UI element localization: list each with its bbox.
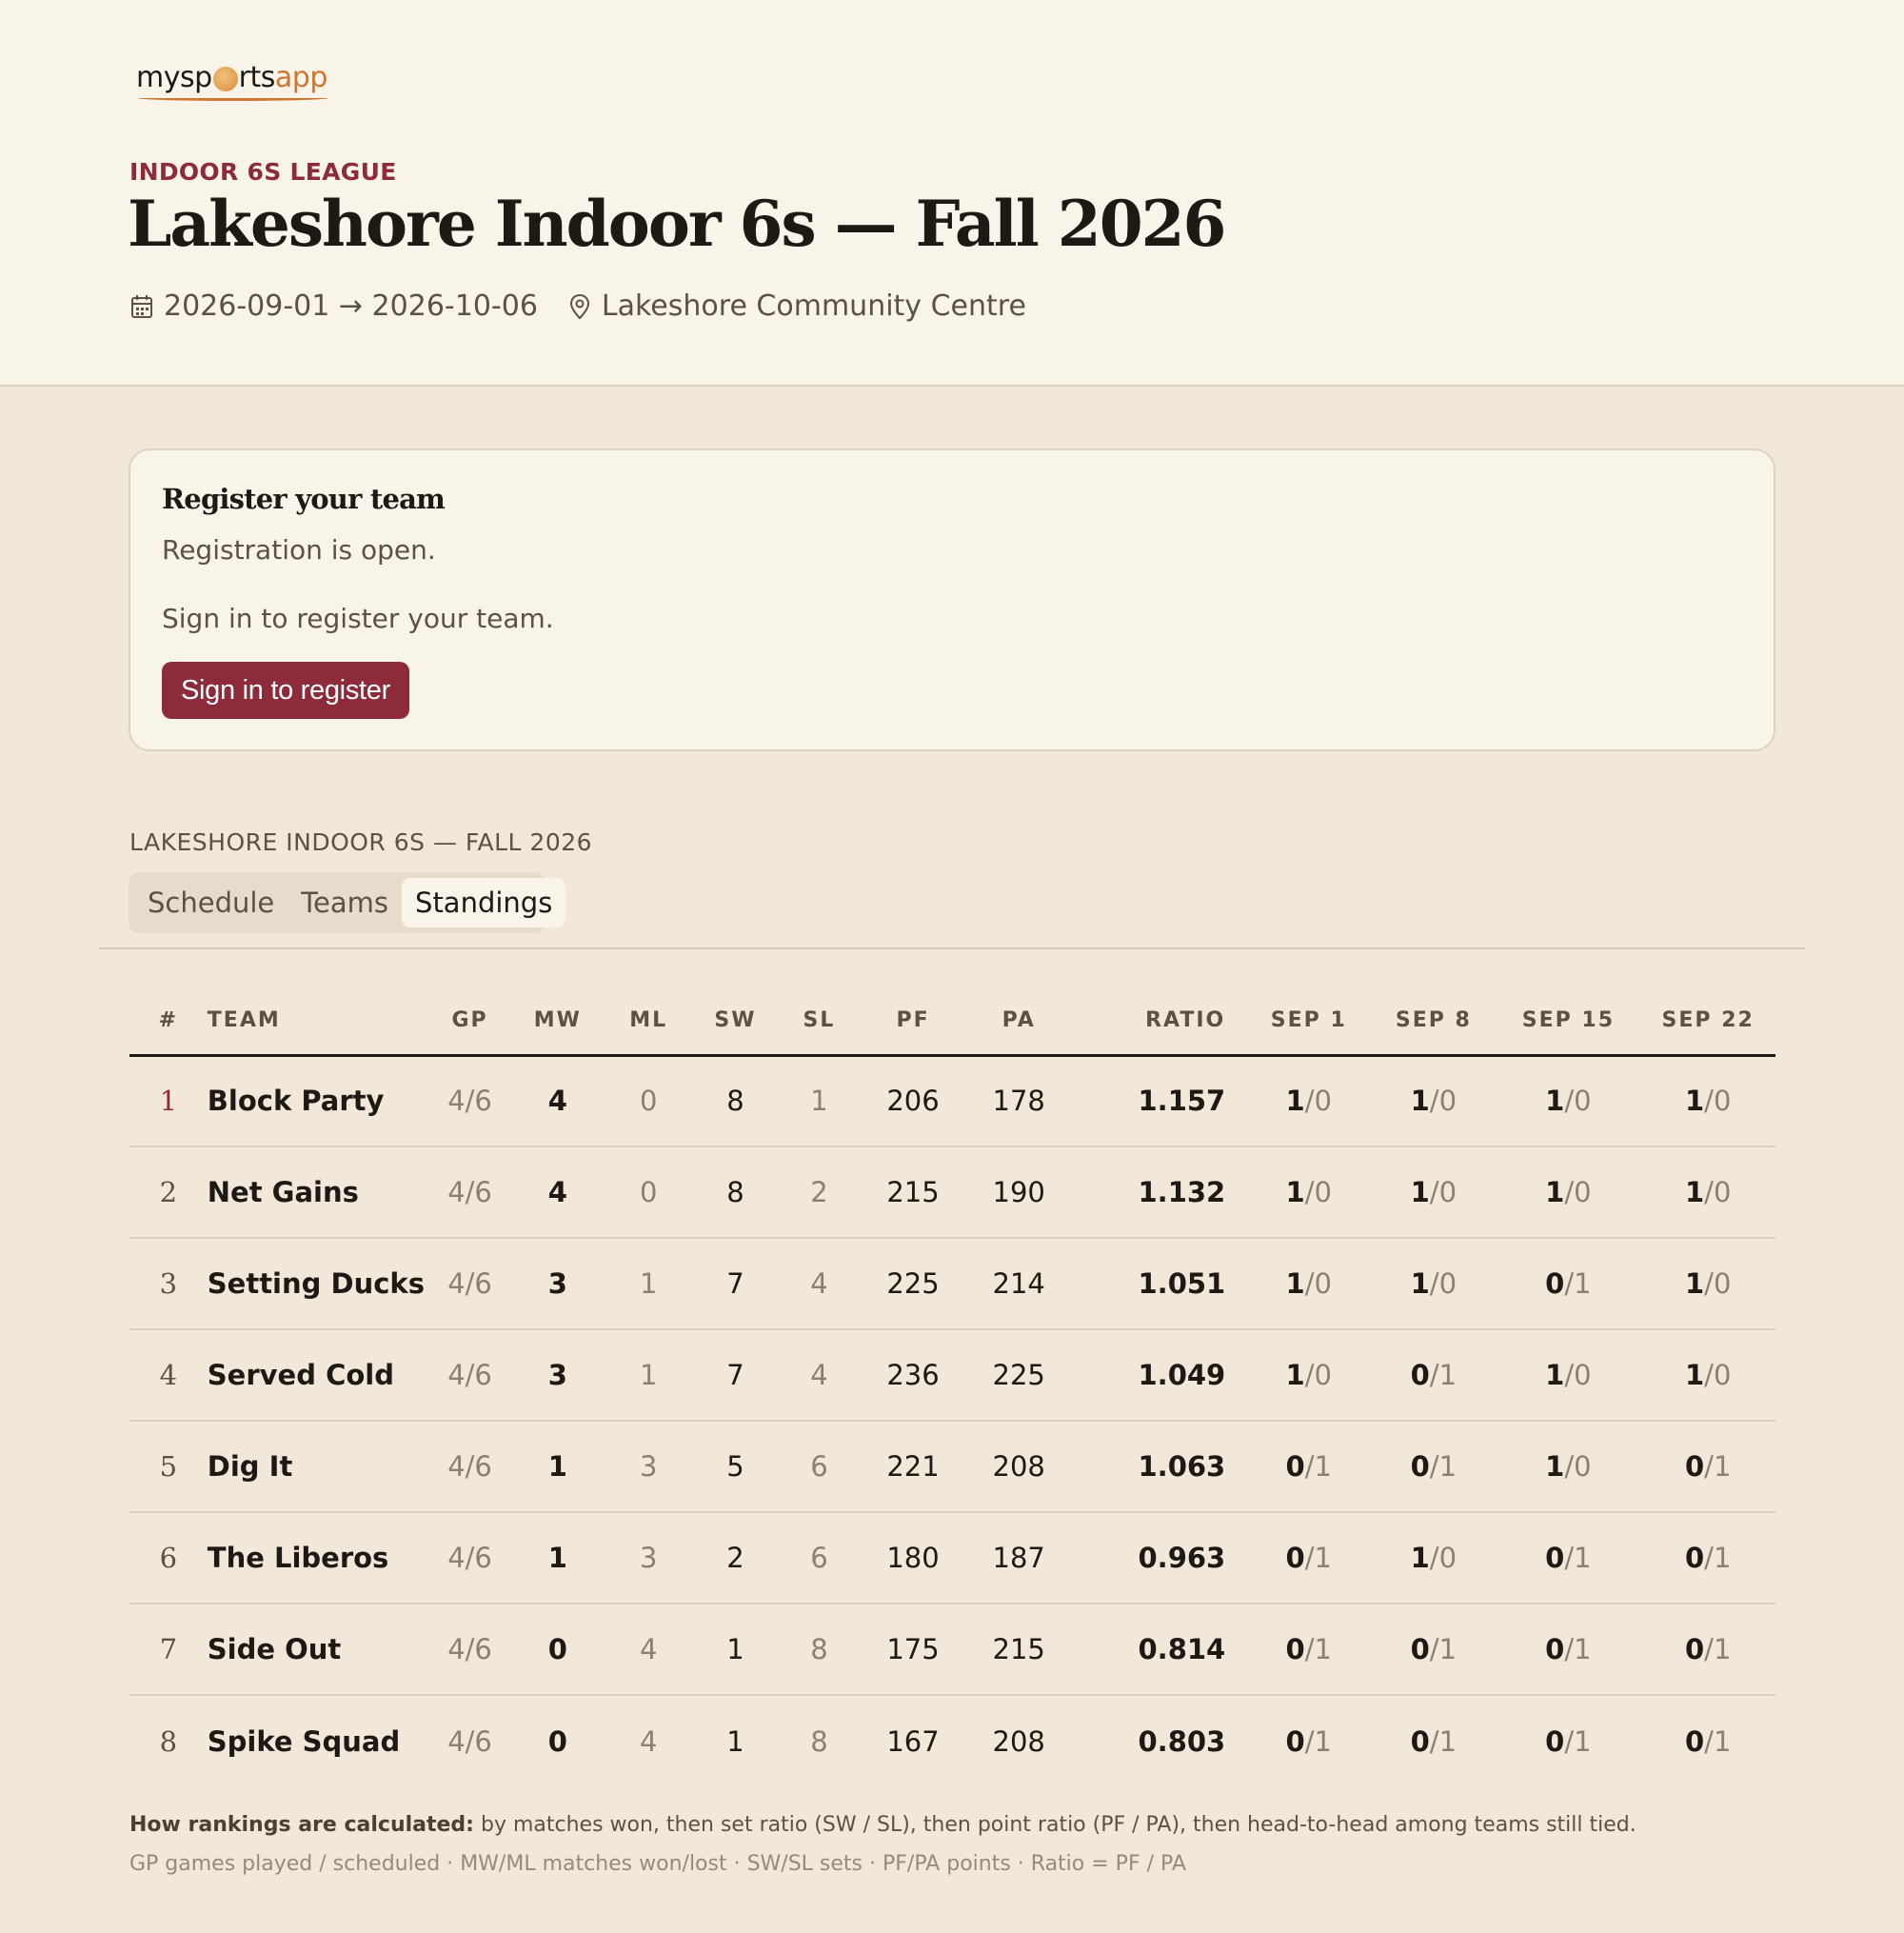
week-result — [1640, 1695, 1775, 1786]
tab-standings[interactable]: Standings — [402, 878, 565, 927]
cell-ratio: 1.051 — [1072, 1238, 1246, 1329]
week-wins: 0 — [1545, 1724, 1565, 1758]
cell-ml: 4 — [639, 1724, 658, 1758]
week-separator: / — [1304, 1633, 1315, 1665]
cell-pa: 178 — [966, 1055, 1072, 1146]
col-week-4: SEP 22 — [1640, 986, 1775, 1055]
cell-pf: 175 — [860, 1604, 965, 1695]
week-losses: 0 — [1314, 1085, 1332, 1118]
week-separator: / — [1564, 1542, 1575, 1574]
week-result — [1371, 1329, 1496, 1421]
col-team: TEAM — [208, 986, 429, 1055]
cell-rank: 3 — [129, 1238, 208, 1329]
week-losses: 1 — [1713, 1450, 1732, 1483]
logo-swoosh — [138, 95, 328, 101]
rankings-rule: by matches won, then set ratio (SW / SL), then point ratio (PF / PA), then head-to-head among teams still tied. — [480, 1813, 1636, 1837]
cell-pf: 180 — [860, 1512, 965, 1604]
week-separator: / — [1564, 1359, 1575, 1391]
week-losses: 1 — [1574, 1724, 1592, 1758]
week-wins: 0 — [1684, 1724, 1705, 1758]
team-name[interactable]: Side Out — [208, 1604, 429, 1695]
cell-pa: 225 — [966, 1329, 1072, 1421]
week-separator: / — [1704, 1724, 1714, 1758]
week-separator: / — [1429, 1176, 1439, 1208]
cell-pf: 206 — [860, 1055, 965, 1146]
week-losses: 0 — [1574, 1450, 1592, 1483]
cell-gp: 4/6 — [429, 1146, 511, 1238]
week-result — [1246, 1695, 1371, 1786]
cell-sw: 7 — [692, 1329, 778, 1421]
cell-sw: 1 — [726, 1724, 744, 1758]
week-wins: 1 — [1285, 1267, 1305, 1300]
tab-teams[interactable]: Teams — [301, 887, 389, 919]
cell-sw: 8 — [692, 1146, 778, 1238]
cell-ml: 0 — [605, 1146, 692, 1238]
league-location: Lakeshore Community Centre — [601, 289, 1026, 323]
week-wins: 1 — [1545, 1085, 1565, 1118]
cell-sw: 5 — [692, 1421, 778, 1512]
cell-ratio: 1.157 — [1072, 1055, 1246, 1146]
week-result — [1640, 1055, 1775, 1146]
week-separator: / — [1304, 1724, 1315, 1758]
week-separator: / — [1429, 1542, 1439, 1574]
week-losses: 1 — [1314, 1633, 1332, 1665]
cell-ratio: 0.803 — [1138, 1724, 1226, 1758]
week-separator: / — [1704, 1542, 1714, 1574]
cell-mw: 4 — [511, 1146, 605, 1238]
week-result — [1371, 1695, 1496, 1786]
cell-pf: 167 — [886, 1724, 940, 1758]
week-separator: / — [1429, 1267, 1439, 1300]
week-wins: 0 — [1545, 1542, 1565, 1574]
rankings-explanation — [129, 1813, 1636, 1837]
standings-table — [129, 986, 1775, 1786]
cell-mw: 1 — [511, 1421, 605, 1512]
col-mw: MW — [511, 986, 605, 1055]
week-wins: 1 — [1684, 1085, 1705, 1118]
cell-gp: 4/6 — [429, 1055, 511, 1146]
week-result — [1371, 1512, 1496, 1604]
league-dates: 2026-09-01 → 2026-10-06 — [164, 289, 538, 323]
week-result — [1371, 1604, 1496, 1695]
cell-pa: 187 — [966, 1512, 1072, 1604]
week-wins: 1 — [1545, 1450, 1565, 1483]
standings-row[interactable] — [129, 1695, 1775, 1786]
week-separator: / — [1704, 1359, 1714, 1391]
week-separator: / — [1564, 1724, 1575, 1758]
week-wins: 1 — [1410, 1176, 1430, 1208]
team-name[interactable]: Setting Ducks — [208, 1238, 429, 1329]
cell-sl: 2 — [779, 1146, 861, 1238]
cell-ml: 1 — [605, 1238, 692, 1329]
cell-gp: 4/6 — [429, 1512, 511, 1604]
week-losses: 0 — [1574, 1359, 1592, 1391]
week-wins: 1 — [1285, 1176, 1305, 1208]
week-separator: / — [1564, 1450, 1575, 1483]
col-ml: ML — [605, 986, 692, 1055]
cell-ml: 3 — [605, 1512, 692, 1604]
standings-header-row — [129, 986, 1775, 1055]
col-week-1: SEP 1 — [1246, 986, 1371, 1055]
week-separator: / — [1704, 1450, 1714, 1483]
cell-pa: 208 — [992, 1724, 1045, 1758]
week-wins: 1 — [1410, 1542, 1430, 1574]
col-ratio: RATIO — [1072, 986, 1246, 1055]
week-separator: / — [1429, 1633, 1439, 1665]
week-losses: 1 — [1314, 1724, 1332, 1758]
standings-row[interactable] — [129, 1329, 1775, 1421]
cell-mw: 3 — [511, 1329, 605, 1421]
week-separator: / — [1704, 1633, 1714, 1665]
cell-sl: 8 — [810, 1724, 828, 1758]
cell-sw: 2 — [692, 1512, 778, 1604]
logo-text-mid: rts — [238, 61, 275, 94]
week-losses: 0 — [1438, 1176, 1458, 1208]
cell-rank: 7 — [129, 1604, 208, 1695]
cell-sl: 6 — [779, 1421, 861, 1512]
week-result — [1640, 1604, 1775, 1695]
rankings-label: How rankings are calculated: — [129, 1813, 474, 1837]
cell-ratio: 1.049 — [1072, 1329, 1246, 1421]
week-losses: 0 — [1713, 1176, 1732, 1208]
cell-sl: 8 — [779, 1604, 861, 1695]
week-separator: / — [1429, 1724, 1439, 1758]
week-wins: 0 — [1410, 1633, 1430, 1665]
week-losses: 1 — [1438, 1450, 1458, 1483]
cell-gp: 4/6 — [429, 1238, 511, 1329]
tab-schedule[interactable]: Schedule — [148, 887, 275, 919]
week-result — [1496, 1421, 1640, 1512]
week-result — [1640, 1146, 1775, 1238]
cell-sw: 7 — [692, 1238, 778, 1329]
col-gp: GP — [429, 986, 511, 1055]
cell-ml: 3 — [605, 1421, 692, 1512]
week-result — [1371, 1421, 1496, 1512]
registration-prompt: Sign in to register your team. — [162, 603, 554, 634]
week-result — [1246, 1421, 1371, 1512]
cell-ml: 1 — [605, 1329, 692, 1421]
week-losses: 0 — [1713, 1359, 1732, 1391]
week-separator: / — [1304, 1359, 1315, 1391]
week-losses: 0 — [1314, 1359, 1332, 1391]
standings-row[interactable] — [129, 1604, 1775, 1695]
standings-row[interactable] — [129, 1512, 1775, 1604]
col-rank: # — [129, 986, 208, 1055]
week-losses: 1 — [1713, 1542, 1732, 1574]
week-losses: 1 — [1314, 1450, 1332, 1483]
cell-mw: 0 — [547, 1724, 567, 1758]
week-wins: 0 — [1410, 1724, 1430, 1758]
cell-sl: 4 — [779, 1329, 861, 1421]
week-losses: 1 — [1438, 1724, 1458, 1758]
week-result — [1496, 1604, 1640, 1695]
week-wins: 1 — [1684, 1267, 1705, 1300]
week-result — [1496, 1146, 1640, 1238]
team-name[interactable]: The Liberos — [208, 1512, 429, 1604]
volleyball-icon — [213, 67, 238, 91]
week-result — [1640, 1238, 1775, 1329]
week-losses: 0 — [1713, 1085, 1732, 1118]
view-tabs — [129, 872, 553, 933]
week-wins: 1 — [1410, 1267, 1430, 1300]
week-losses: 0 — [1438, 1085, 1458, 1118]
column-legend: GP games played / scheduled · MW/ML matches won/lost · SW/SL sets · PF/PA points · Ratio = PF / PA — [129, 1852, 1186, 1876]
cell-rank: 6 — [129, 1512, 208, 1604]
cell-pf: 225 — [860, 1238, 965, 1329]
team-name[interactable]: Served Cold — [208, 1329, 429, 1421]
week-losses: 1 — [1314, 1542, 1332, 1574]
league-type: INDOOR 6S LEAGUE — [129, 158, 397, 186]
league-header — [0, 0, 1904, 387]
week-wins: 0 — [1684, 1542, 1705, 1574]
cell-gp: 4/6 — [429, 1329, 511, 1421]
week-separator: / — [1564, 1633, 1575, 1665]
week-result — [1496, 1512, 1640, 1604]
team-name[interactable]: Net Gains — [208, 1146, 429, 1238]
week-wins: 0 — [1285, 1724, 1305, 1758]
week-result — [1246, 1146, 1371, 1238]
cell-rank: 5 — [129, 1421, 208, 1512]
week-losses: 1 — [1574, 1267, 1592, 1300]
cell-sw: 8 — [692, 1055, 778, 1146]
week-losses: 1 — [1574, 1633, 1592, 1665]
standings-row[interactable] — [129, 1421, 1775, 1512]
week-losses: 1 — [1438, 1633, 1458, 1665]
week-wins: 0 — [1545, 1633, 1565, 1665]
week-result — [1371, 1146, 1496, 1238]
week-wins: 1 — [1684, 1359, 1705, 1391]
standings-row[interactable] — [129, 1238, 1775, 1329]
week-separator: / — [1429, 1450, 1439, 1483]
week-result — [1246, 1604, 1371, 1695]
col-pa: PA — [966, 986, 1072, 1055]
cell-rank: 2 — [129, 1146, 208, 1238]
col-sl: SL — [779, 986, 861, 1055]
week-separator: / — [1564, 1176, 1575, 1208]
registration-card — [129, 448, 1775, 751]
week-wins: 0 — [1285, 1542, 1305, 1574]
cell-ratio: 0.963 — [1072, 1512, 1246, 1604]
week-wins: 0 — [1285, 1450, 1305, 1483]
week-result — [1246, 1329, 1371, 1421]
week-wins: 0 — [1684, 1450, 1705, 1483]
cell-ratio: 1.132 — [1072, 1146, 1246, 1238]
week-result — [1640, 1512, 1775, 1604]
cell-mw: 4 — [511, 1055, 605, 1146]
week-losses: 0 — [1438, 1542, 1458, 1574]
week-losses: 1 — [1574, 1542, 1592, 1574]
cell-pf: 215 — [860, 1146, 965, 1238]
week-wins: 0 — [1545, 1267, 1565, 1300]
page-title: Lakeshore Indoor 6s — Fall 2026 — [128, 187, 1225, 261]
cell-ml: 0 — [605, 1055, 692, 1146]
cell-gp: 4/6 — [429, 1604, 511, 1695]
week-wins: 1 — [1545, 1176, 1565, 1208]
week-separator: / — [1304, 1267, 1315, 1300]
cell-pf: 221 — [860, 1421, 965, 1512]
week-wins: 1 — [1285, 1359, 1305, 1391]
week-wins: 1 — [1285, 1085, 1305, 1118]
week-losses: 0 — [1574, 1085, 1592, 1118]
week-separator: / — [1704, 1085, 1714, 1118]
mysportsapp-logo[interactable] — [136, 61, 327, 94]
standings-row[interactable] — [129, 1055, 1775, 1146]
week-losses: 0 — [1713, 1267, 1732, 1300]
cell-sl: 4 — [779, 1238, 861, 1329]
sign-in-to-register-button[interactable]: Sign in to register — [162, 662, 409, 719]
cell-pa: 214 — [966, 1238, 1072, 1329]
week-wins: 0 — [1684, 1633, 1705, 1665]
cell-pa: 215 — [966, 1604, 1072, 1695]
registration-status: Registration is open. — [162, 534, 436, 566]
col-week-3: SEP 15 — [1496, 986, 1640, 1055]
logo-text-end: app — [274, 61, 327, 94]
cell-sl: 6 — [779, 1512, 861, 1604]
cell-mw: 3 — [511, 1238, 605, 1329]
col-week-2: SEP 8 — [1371, 986, 1496, 1055]
week-losses: 0 — [1574, 1176, 1592, 1208]
week-wins: 1 — [1410, 1085, 1430, 1118]
map-pin-icon — [568, 292, 593, 321]
week-result — [1246, 1512, 1371, 1604]
week-losses: 1 — [1438, 1359, 1458, 1391]
week-result — [1371, 1238, 1496, 1329]
week-separator: / — [1304, 1450, 1315, 1483]
team-name[interactable]: Block Party — [208, 1055, 429, 1146]
col-pf: PF — [860, 986, 965, 1055]
week-wins: 0 — [1410, 1359, 1430, 1391]
week-losses: 0 — [1314, 1267, 1332, 1300]
week-wins: 0 — [1410, 1450, 1430, 1483]
week-result — [1246, 1238, 1371, 1329]
col-sw: SW — [692, 986, 778, 1055]
week-separator: / — [1304, 1542, 1315, 1574]
cell-ratio: 0.814 — [1072, 1604, 1246, 1695]
week-separator: / — [1304, 1085, 1315, 1118]
week-result — [1640, 1329, 1775, 1421]
logo-text-start: mysp — [136, 61, 212, 94]
cell-gp: 4/6 — [447, 1724, 492, 1758]
cell-ratio: 1.063 — [1072, 1421, 1246, 1512]
cell-mw: 1 — [511, 1512, 605, 1604]
week-separator: / — [1704, 1176, 1714, 1208]
team-name[interactable]: Spike Squad — [207, 1724, 401, 1758]
week-result — [1246, 1055, 1371, 1146]
week-separator: / — [1704, 1267, 1714, 1300]
team-name[interactable]: Dig It — [208, 1421, 429, 1512]
week-losses: 0 — [1438, 1267, 1458, 1300]
standings-row[interactable] — [129, 1146, 1775, 1238]
section-label: LAKESHORE INDOOR 6S — FALL 2026 — [129, 828, 593, 856]
week-wins: 0 — [1285, 1633, 1305, 1665]
week-result — [1496, 1238, 1640, 1329]
week-wins: 1 — [1684, 1176, 1705, 1208]
cell-rank: 4 — [129, 1329, 208, 1421]
week-result — [1496, 1055, 1640, 1146]
cell-rank: 8 — [159, 1724, 178, 1758]
week-losses: 0 — [1314, 1176, 1332, 1208]
week-losses: 1 — [1713, 1633, 1732, 1665]
cell-sl: 1 — [779, 1055, 861, 1146]
cell-pa: 190 — [966, 1146, 1072, 1238]
cell-ml: 4 — [605, 1604, 692, 1695]
week-result — [1371, 1055, 1496, 1146]
cell-pf: 236 — [860, 1329, 965, 1421]
calendar-icon — [130, 292, 155, 321]
cell-pa: 208 — [966, 1421, 1072, 1512]
league-meta — [130, 289, 1026, 323]
cell-gp: 4/6 — [429, 1421, 511, 1512]
tabs-divider — [99, 947, 1805, 949]
week-result — [1496, 1695, 1640, 1786]
cell-rank: 1 — [129, 1055, 208, 1146]
week-result — [1496, 1329, 1640, 1421]
week-separator: / — [1429, 1085, 1439, 1118]
week-separator: / — [1564, 1267, 1575, 1300]
week-losses: 1 — [1713, 1724, 1732, 1758]
cell-mw: 0 — [511, 1604, 605, 1695]
week-result — [1640, 1421, 1775, 1512]
registration-heading: Register your team — [162, 483, 445, 515]
week-wins: 1 — [1545, 1359, 1565, 1391]
cell-sw: 1 — [692, 1604, 778, 1695]
week-separator: / — [1429, 1359, 1439, 1391]
week-separator: / — [1564, 1085, 1575, 1118]
week-separator: / — [1304, 1176, 1315, 1208]
